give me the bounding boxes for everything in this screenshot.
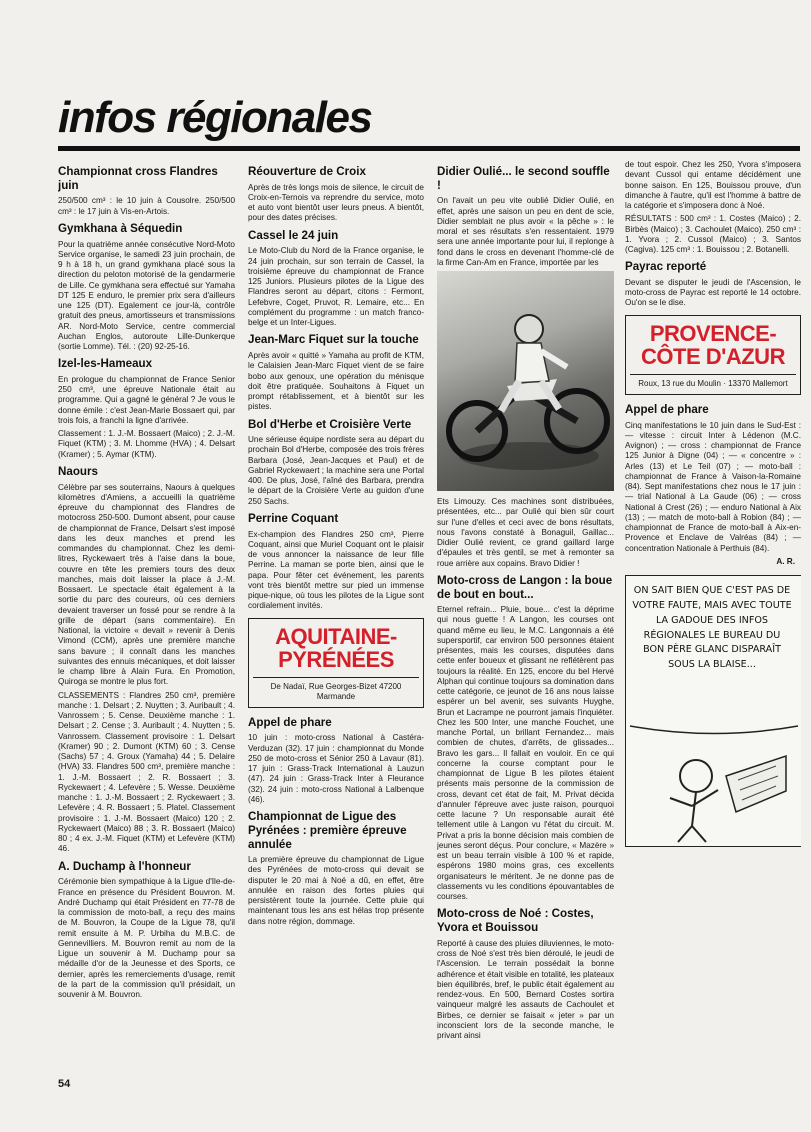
region-header-provence [625,315,801,395]
article-body: Le Moto-Club du Nord de la France organise, le 24 juin prochain, sur son terrain de Cassel, la troisième épreuve du championnat de France 125 Juniors. Plusieurs pilotes de la Ligue des Flandres seront au départ, citons : Fermont, Lefebvre, Coget, Pruvot, R. Lemaire, etc... En complément du programme : un match franco-belge et un Inter-Ligues. [248,246,424,328]
article-title: Izel-les-Hameaux [58,357,153,371]
article-title: Didier Oulié... le second souffle ! [437,165,610,192]
page-number: 54 [58,1078,71,1090]
article-body: Cérémonie bien sympathique à la Ligue d'Ile-de-France en présence du Président Bouvron. M. André Duchamp qui était Président en 77-78 de la commission de moto-ball, a reçu des mains de M. Bouvron, la Coupe de la Ligue 78, qu'il remit ensuite à M. P. Urbiha du M.B.C. de Gennevilliers. M. Bouvron remit au nom de la Ligue un souvenir à M. Duchamp pour sa médaille d'or de la Jeunesse et des Sports, ce dernier, après les remerciements d'usage, remit de la part de la commission qu'il présidait, un souvenir à M. Bouvron. [58,877,235,1000]
article-body: 10 juin : moto-cross National à Castéra-Verduzan (32). 17 juin : championnat du Monde 250 de moto-cross et Sénior 250 à Lavaur (81). 17 juin : Grass-Track International à Lauzun (47). 24 juin : Grass-Track Inter à Fleurance (32). 24 juin : moto-cross National à Lalbenque (46). [248,733,424,804]
cartoon-drawing-icon [626,576,801,846]
article-title: Championnat cross Flandres juin [58,165,218,192]
results-text: Classement : 1. J.-M. Bossaert (Maico) ; 2. J.-M. Fiquet (KTM) ; 3. M. Lhomme (HVA) ; 4. Delsart (Kramer) ; 5. Aymar (KTM). [58,429,235,459]
article-body: Cinq manifestations le 10 juin dans le Sud-Est : — vitesse : circuit Inter à Lédenon (M.C. Avignon) ; — cross : championnat de France 125 Junior à Digne (04) ; — « concentre » : Arles (13) et Le Teil (07) ; — moto-ball : championnat de France à Vaison-la-Romaine (84). Sept manifestations chez nous le 17 juin : — trial National à La Gaude (06) ; — cross National à Crest (26) ; — enduro National à Aix (13) ; — match de moto-ball à Robion (84) ; — championnat de France de moto-ball à Aix-en-Provence et Enclave de Valréas (84) ; — concentration Nationale à Perthuis (84). [625,420,801,553]
page-title: infos régionales [58,93,372,142]
article-body: Reporté à cause des pluies diluviennes, le moto-cross de Noé s'est très bien déroulé, le jeudi de l'Ascension. Le terrain possédait la bonne adhérence et était visible en totalité, les plateaux bien équilibrés, bref, le public était également au rendez-vous. En 500, Bernard Costes sortira vainqueur malgré les assauts de Cachoulet et Birbes, ce dernier se faisait « jeter » par un inconscient lors de la seconde manche, le privant ainsi [437,938,614,1041]
article-body: de tout espoir. Chez les 250, Yvora s'imposera devant Cussol qui entame décidément une bonne saison. En 125, Bouissou prouve, d'un dimanche à l'autre, qu'il est l'homme à battre de la catégorie et s'imposera donc à Noé. [625,160,801,210]
article-body: Une sérieuse équipe nordiste sera au départ du prochain Bol d'Herbe, composée des trois frères Barbara (José, Jean-Jacques et Paul) et de Gabriel Ryckewaert ; la machine sera une Portal 400. De plus, José, l'aîné des Barbara, prendra le départ de la Croisière Verte au guidon d'une 250 Sachs. [248,435,424,506]
article-title: Jean-Marc Fiquet sur la touche [248,333,419,347]
article-body: Pour la quatrième année consécutive Nord-Moto Service organise, le samedi 23 juin prochain, de 9 h à 18 h, un grand gymkhana placé sous la direction du peloton motorisé de la gendarmerie de Lille. Ce gymkhana sera effectué sur Yamaha DT 125 E enduro, le premier prix sera d'ailleurs une 125 (DT). Egalement ce jour-là, contrôle gratuit des pneus, amortisseurs et transmissions AR. Nord-Moto Service, centre commercial Auchan Englos, autoroute Lille-Dunkerque (sortie Lomme). Tél. : (20) 92-25-16. [58,239,235,352]
region-header-aquitaine [248,618,424,708]
article-title: Cassel le 24 juin [248,228,339,242]
article-title: Gymkhana à Séquedin [58,221,183,235]
article-body: On l'avait un peu vite oublié Didier Oulié, en effet, après une saison un peu en dent de scie, Didier semblait ne plus avoir « la pêche » : le moral et ses résultats s'en ressentaient. 1979 sera une année importante pour lui, il replonge à fond dans le cross en devenant l'homme-clé de la firme Can-Am en France, importée par les [437,196,614,267]
results-text: CLASSEMENTS : Flandres 250 cm³, première manche : 1. Delsart ; 2. Nuytten ; 3. Auribault ; 4. Vanrossem ; 5. Cense. Deuxième manche : 1. Delsart ; 2. Cense ; 3. Auribault ; 4. Nuytten ; 5. Vanrossem. Classement provisoire : 1. Delsart (Kramer) 90 ; 2. Dumont (KTM) 60 ; 3. Cense (Sachs) 57 ; 4. Groux (Yamaha) 44 ; 5. Delaire (HVA) 33. Flandres 500 cm³, première manche : 1. J.-M. Bossaert ; 2. R. Bossaert ; 3. Ryckewaert ; 4. Lefevère ; 5. Wesse. Deuxième manche : 1. J.-M. Bossaert ; 2. Ryckewaert ; 3. Lefevère ; 4. R. Bossaert ; 5. Platel. Classement provisoire : 1. J.-M. Bossaert (Maico) 120 ; 2. Ryckewaert (Maico) 88 ; 3. R. Bossaert (Maico) 80 ; 4 ex. J.-M. Fiquet (KTM) et Lefevère (KTM) 46. [58,690,235,854]
article-body: En prologue du championnat de France Senior 250 cm³, une épreuve Nationale était au programme. Qui a gagné le général ? Je vous le donne émile : c'est Jean-Marie Bossaert qui, par trois fois, a franchi la ligne d'arrivée. [58,374,235,425]
article-title: Réouverture de Croix [248,165,366,178]
article-body: Ets Limouzy. Ces machines sont distribuées, présentées, etc... par Oulié qui bien sûr court sur l'une d'elles et ceci avec de bons résultats, nous l'avons constaté à Bonaguil, Gaillac... Didier Oulié revient, ce grand gaillard large d'épaules et très gentil, se met à remonter sa roue arrière aux copains. Bravo Didier ! [437,497,614,568]
column-2 [248,160,424,1095]
region-title: PROVENCE-CÔTE D'AZUR [641,320,785,369]
article-title: Championnat de Ligue des Pyrénées : première épreuve annulée [248,810,407,851]
article-body: Après avoir « quitté » Yamaha au profit de KTM, le Calaisien Jean-Marc Fiquet vient de se faire bobo aux genoux, une opération du ménisque doit être pratiquée. Souhaitons à Fiquet un prompt rétablissement, et à bientôt sur les pistes. [248,351,424,412]
motocross-photo [437,271,614,491]
article-body: Devant se disputer le jeudi de l'Ascension, le moto-cross de Payrac est reporté le 14 octobre. Ou'on se le dise. [625,277,801,308]
article-title: Perrine Coquant [248,511,339,525]
article-title: Appel de phare [248,715,332,729]
column-3 [437,160,614,1095]
article-title: Payrac reporté [625,260,707,274]
cartoon-speech-text: ON SAIT BIEN QUE C'EST PAS DE VOTRE FAUTE, MAIS AVEC TOUTE LA GADOUE DES INFOS RÉGIONALES LE BUREAU DU BON PÈRE GLANC DISPARAÎT SOUS LA BLAISE... [632,585,792,671]
article-title: Appel de phare [625,402,709,416]
article-body: Ex-champion des Flandres 250 cm³, Pierre Coquant, ainsi que Muriel Coquant ont le plaisir de vous annoncer la naissance de leur fille Perrine. La maman se porte bien, ainsi que le papa. Pour fêter cet événement, les parents vont très bientôt mettre sur pied un immense pique-nique, où tous les pilotes de la Ligue sont cordialement invités. [248,529,424,611]
article-body: La première épreuve du championnat de Ligue des Pyrénées de moto-cross qui devait se disputer le 20 mai à Noé a dû, en effet, être annulée en raison des fortes pluies qui persistèrent toute la journée. Cette pluie qui maintenant tous les ans est hélas trop présente dans notre région, dommage. [248,855,424,926]
author-signature: A. R. [776,556,795,566]
article-title: Moto-cross de Langon : la boue de bout en bout... [437,573,613,601]
rider-illustration-icon [437,271,614,491]
region-address: Roux, 13 rue du Moulin · 13370 Mallemort [630,374,796,389]
results-text: RÉSULTATS : 500 cm³ : 1. Costes (Maico) ; 2. Birbès (Maico) ; 3. Cachoulet (Maico). 250 cm³ : 1. Yvora ; 2. Cussol (Maico) ; 3. Santos (Cagiva). 125 cm³ : 1. Bouissou ; 2. Botanelli. [625,214,801,254]
region-title: AQUITAINE-PYRÉNÉES [275,623,397,672]
cartoon-panel [625,575,801,847]
article-title: A. Duchamp à l'honneur [58,859,191,873]
article-body: Célèbre par ses souterrains, Naours à quelques kilomètres d'Amiens, a accueilli la quatrième épreuve du championnat des Flandres de motocross 250-500. Dumont absent, pour cause de championnat de France, Delsart s'est imposé dans les deux manches et prend les commandes du championnat. Chez les demi-litres, Ryckewaert très à l'aise dans la boue, couvre en tête les premiers tours des deux manches, mais doit laisser la place à J.-M. Bossaert. Le spectacle était également à la sortie du parc des coureurs, où ces derniers devaient traverser un fossé pour se rendre à la grille de départ (sans commentaire). En National, la victoire « devait » revenir à Denis Vimond (CCM), après une première manche sans bavure ; il connaît dans les manches suivantes des ennuis mécaniques, et doit laisser le champ libre à Alain Fura. En Promotion, Quiroga se montre le plus fort. [58,482,235,687]
column-1 [58,160,235,1095]
article-body: Après de très longs mois de silence, le circuit de Croix-en-Ternois va reprendre du service, moto et auto vont bientôt user leurs pneus. A bientôt, pour des dates précises. [248,182,424,223]
column-4 [625,160,801,1095]
article-body: 250/500 cm³ : le 10 juin à Cousolre. 250/500 cm³ : le 17 juin à Vis-en-Artois. [58,196,235,216]
title-rule [58,146,800,151]
article-title: Naours [58,464,98,478]
article-title: Bol d'Herbe et Croisière Verte [248,417,412,431]
article-title: Moto-cross de Noé : Costes, Yvora et Bouissou [437,907,594,935]
region-address: De Nadaï, Rue Georges-Bizet 47200 Marmande [253,677,419,702]
article-body: Eternel refrain... Pluie, boue... c'est la déprime qui nous guette ! A Langon, les courses ont quand même eu lieu, le M.C. Langonnais a été supersportif, car environ 500 personnes étaient présentes, mais les courses, disputées dans cette enfer boueux et glissant ne reflétèrent pas toujours la réalité. En 125, encore du bel Hervé Alphan qui continue toujours sa domination dans cette catégorie, ce jeunot de 16 ans nous laisse espérer un bel avenir, ses suivants Huyghe, Brun et Lacrampe ne pourront jamais l'inquiéter. Chez les 500 Inter, une manche Fouchet, une manche Portal, un brillant Fernandez... mais combien de chutes, d'arrêts, de glissades... Bravo les gars... Il fallait en vouloir. En ce qui concerne la course comptant pour le championnat de Ligue B les pilotes étaient présents mais personne de la commission de cross, devant cet état de fait, M. Privat décida d'annuler l'épreuve avec juste raison, pourquoi cette lacune ? Un responsable aurait été tellement utile à Langon vu l'état du circuit. M. Privat a pris la bonne décision mais combien de jeunes seront déçus. Pour conclure, « Mazère » est un beau terrain visible à 100 % et rapide, espérons 1980 moins gras, ces excellents organisateurs le méritent. Je ne donne pas de classements vu les conditions épouvantables de courses. [437,605,614,902]
